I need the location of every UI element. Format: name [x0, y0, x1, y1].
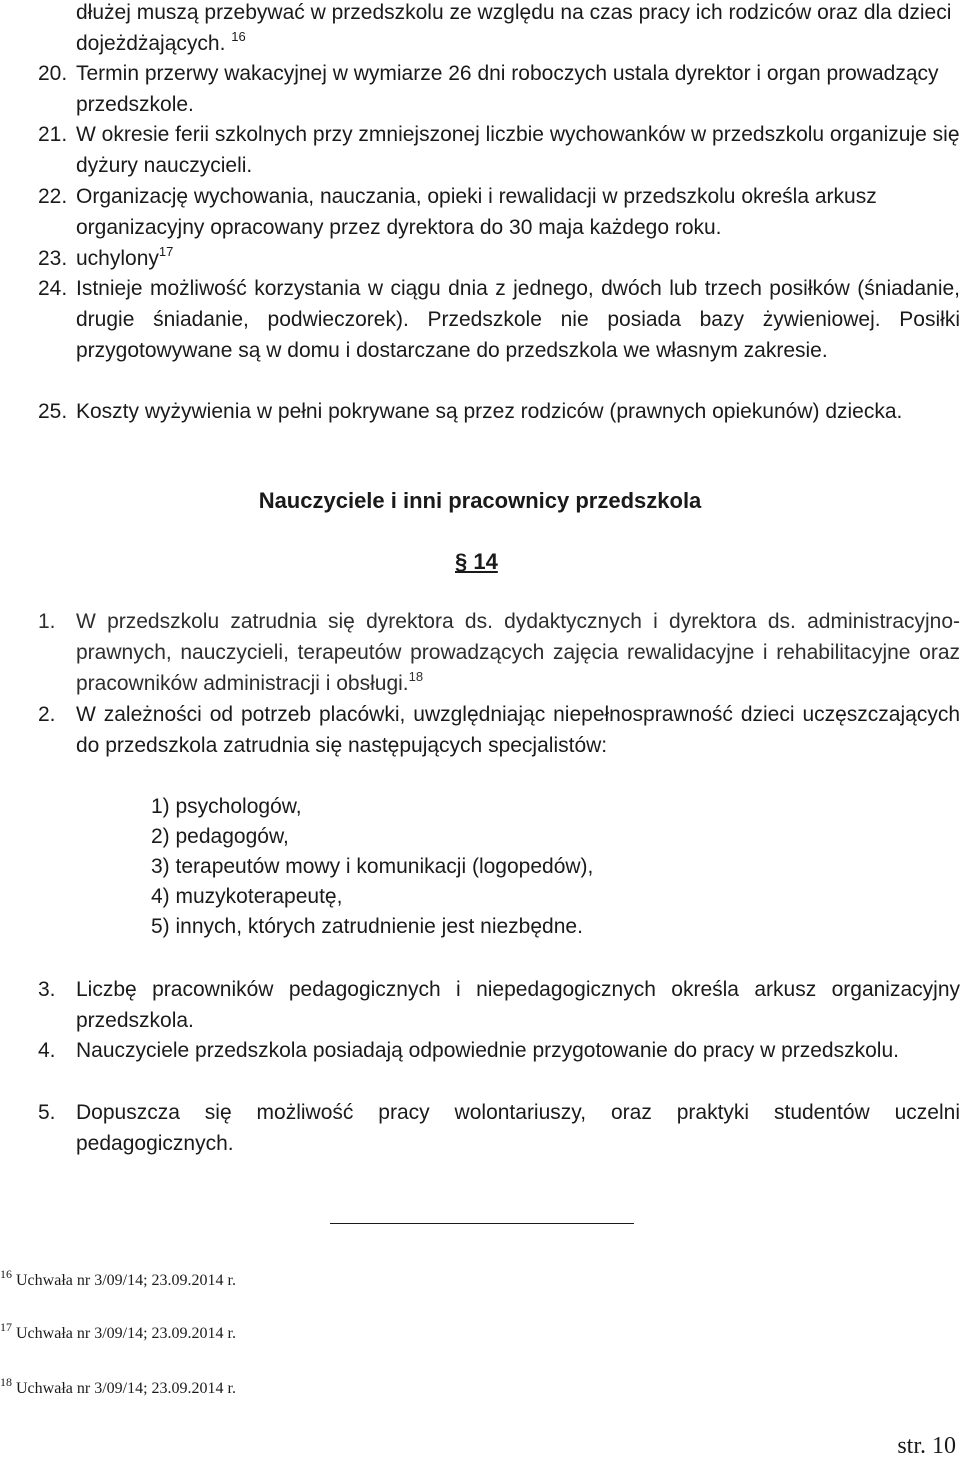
item-text: Liczbę pracowników pedagogicznych i niepedagogicznych określa arkusz organizacyjny przedszkola.	[76, 978, 960, 1032]
footnote-number: 17	[0, 1320, 12, 1334]
list-item	[38, 1035, 960, 1066]
list-item	[38, 396, 960, 427]
item-number: 24.	[38, 277, 68, 300]
item-number: 5.	[38, 1101, 56, 1124]
item-number: 4.	[38, 1039, 56, 1062]
item-number: 22.	[38, 185, 68, 208]
list-item	[38, 699, 960, 761]
list-item	[38, 606, 960, 699]
list-item: 4) muzykoterapeutę,	[151, 885, 343, 908]
item-number: 1.	[38, 610, 56, 633]
footnote-number: 16	[0, 1267, 12, 1281]
footnote-ref: 18	[408, 669, 424, 684]
footnote-separator	[330, 1223, 634, 1224]
paragraph-sign: § 14	[455, 549, 498, 574]
item-number: 25.	[38, 400, 68, 423]
paragraph-text: dłużej muszą przebywać w przedszkolu ze względu na czas pracy ich rodziców oraz dla dzieci dojeżdżających.	[76, 1, 952, 55]
list-item	[38, 119, 960, 181]
list-item	[38, 181, 960, 243]
item-text: W zależności od potrzeb placówki, uwzględniając niepełnosprawność dzieci uczęszczających do przedszkola zatrudnia się następujących specjalistów:	[76, 703, 960, 757]
item-text: uchylony	[76, 247, 159, 270]
list-item	[38, 273, 960, 366]
footnote	[0, 1320, 236, 1344]
item-number: 21.	[38, 123, 68, 146]
list-item	[38, 58, 960, 120]
item-text: Organizację wychowania, nauczania, opieki i rewalidacji w przedszkolu określa arkusz organizacyjny opracowany przez dyrektora do 30 maja każdego roku.	[76, 185, 877, 239]
list-item: 1) psychologów,	[151, 795, 302, 818]
footnote-text: Uchwała nr 3/09/14; 23.09.2014 r.	[16, 1380, 236, 1397]
item-text: W przedszkolu zatrudnia się dyrektora ds. dydaktycznych i dyrektora ds. administracyjno-prawnych, nauczycieli, terapeutów prowadzących zajęcia rewalidacyjne i rehabilitacyjne oraz pracowników administracji i obsługi.	[76, 610, 960, 695]
footnote-ref: 16	[231, 29, 246, 44]
item-text: W okresie ferii szkolnych przy zmniejszonej liczbie wychowanków w przedszkolu organizuje się dyżury nauczycieli.	[76, 123, 960, 177]
paragraph-continuation	[38, 0, 960, 59]
item-text: Nauczyciele przedszkola posiadają odpowiednie przygotowanie do pracy w przedszkolu.	[76, 1039, 899, 1062]
footnote-text: Uchwała nr 3/09/14; 23.09.2014 r.	[16, 1325, 236, 1342]
footnote-text: Uchwała nr 3/09/14; 23.09.2014 r.	[16, 1272, 236, 1289]
list-item: 5) innych, których zatrudnienie jest niezbędne.	[151, 915, 583, 938]
page-number: str. 10	[897, 1433, 956, 1459]
footnote-ref: 17	[158, 244, 174, 259]
item-number: 23.	[38, 247, 68, 270]
list-item	[38, 243, 960, 274]
footnote	[0, 1267, 236, 1291]
footnote	[0, 1375, 236, 1399]
item-text: Koszty wyżywienia w pełni pokrywane są przez rodziców (prawnych opiekunów) dziecka.	[76, 400, 903, 423]
item-number: 3.	[38, 978, 56, 1001]
list-item	[38, 1097, 960, 1159]
item-text: Termin przerwy wakacyjnej w wymiarze 26 dni roboczych ustala dyrektor i organ prowadzący przedszkole.	[76, 62, 939, 116]
section-heading: Nauczyciele i inni pracownicy przedszkola	[258, 488, 702, 513]
list-item	[38, 974, 960, 1036]
item-text: Istnieje możliwość korzystania w ciągu dnia z jednego, dwóch lub trzech posiłków (śniadanie, drugie śniadanie, podwieczorek). Przedszkole nie posiada bazy żywieniowej. Posiłki przygotowywane są w domu i dostarczane do przedszkola we własnym zakresie.	[76, 277, 960, 362]
specialists-list	[151, 791, 851, 941]
item-text: Dopuszcza się możliwość pracy wolontariuszy, oraz praktyki studentów uczelni pedagogicznych.	[76, 1101, 960, 1155]
item-number: 20.	[38, 62, 68, 85]
footnote-number: 18	[0, 1375, 12, 1389]
item-number: 2.	[38, 703, 56, 726]
list-item: 3) terapeutów mowy i komunikacji (logopedów),	[151, 855, 594, 878]
list-item: 2) pedagogów,	[151, 825, 289, 848]
